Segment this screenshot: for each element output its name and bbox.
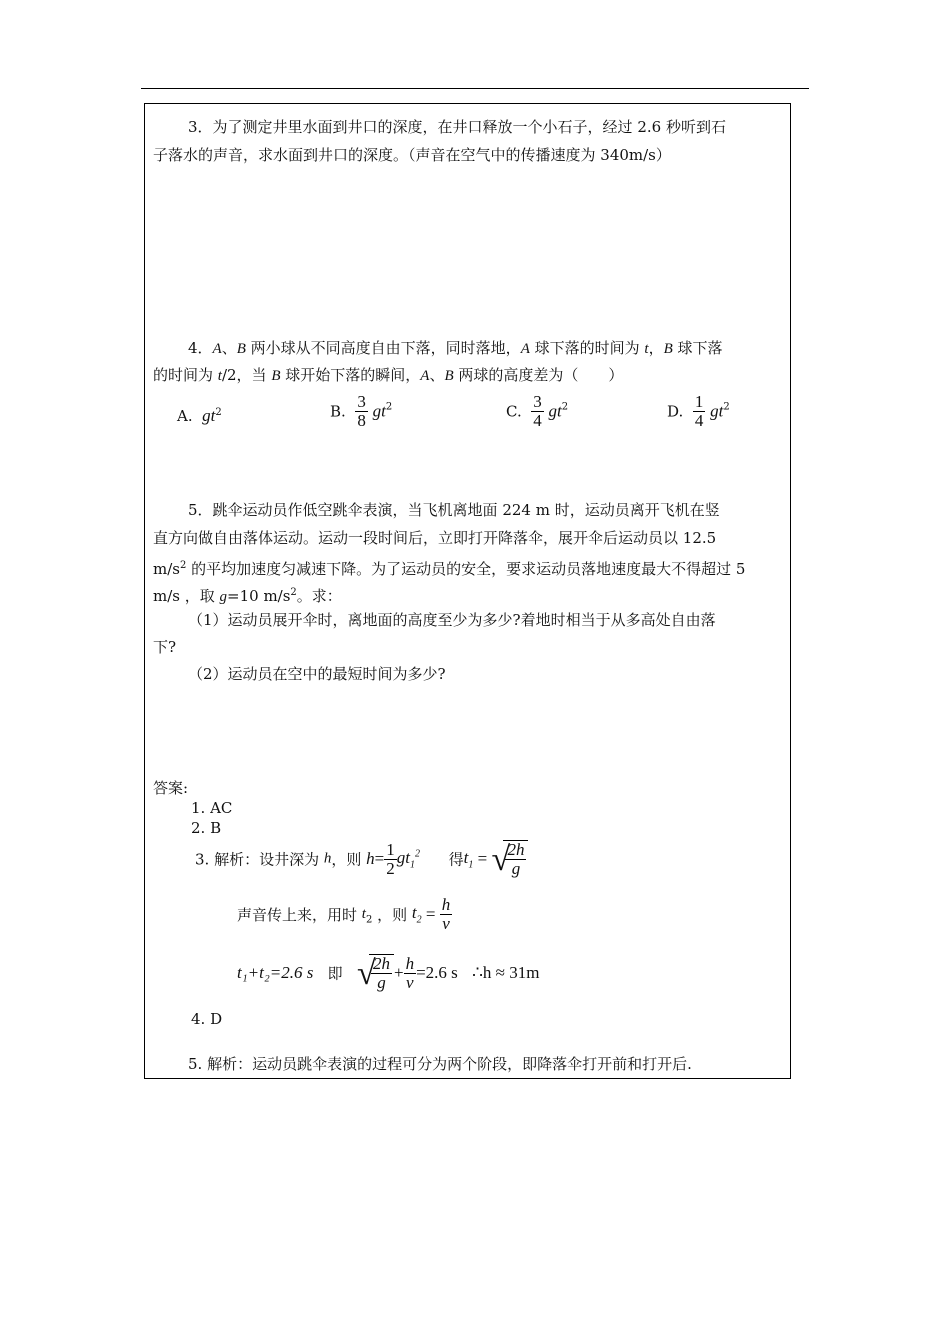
q4-option-d: D. $\frac{1}{4}$ $gt^2$ bbox=[667, 392, 730, 430]
answer-5: 5. 解析：运动员跳伞表演的过程可分为两个阶段，即降落伞打开前和打开后. bbox=[188, 1055, 692, 1073]
q4-option-c: C. $\frac{3}{4}$ $gt^2$ bbox=[506, 392, 569, 430]
q4-line-2: 的时间为 t/2，当 B 球开始下落的瞬间，A、B 两球的高度差为（ ） bbox=[153, 366, 624, 384]
q3-line-1: 3．为了测定井里水面到井口的深度，在井口释放一个小石子，经过 2.6 秒听到石 bbox=[188, 118, 726, 136]
q5-sub-1-cont: 下? bbox=[153, 638, 177, 656]
q4-option-b: B. $\frac{3}{8}$ $gt^2$ bbox=[330, 392, 393, 430]
q4-option-a: A. $gt^2$ bbox=[177, 406, 222, 425]
q5-line-2: 直方向做自由落体运动。运动一段时间后，立即打开降落伞，展开伞后运动员以 12.5 bbox=[153, 529, 717, 547]
answers-title: 答案: bbox=[153, 779, 189, 797]
q5-line-1: 5．跳伞运动员作低空跳伞表演，当飞机离地面 224 m 时，运动员离开飞机在竖 bbox=[188, 501, 720, 519]
answer-3-line-2: 声音传上来，用时 $t_2$ ，则 $t_2$ = $\frac{h}{v}$ bbox=[237, 895, 451, 933]
q5-sub-2: （2）运动员在空中的最短时间为多少? bbox=[188, 665, 446, 683]
answer-1: 1. AC bbox=[191, 799, 233, 817]
header-rule bbox=[141, 88, 809, 89]
q5-line-4: m/s ，取 g=10 $m/s^2$。求： bbox=[153, 587, 342, 605]
answer-3-line-3: t₁+t₂=2.6 s 即 √ $\frac{2h}{g}$ + $\frac{h}{v}$ =2.6 s ∴h ≈ 31m bbox=[237, 953, 540, 992]
q5-line-3: $m/s^2$ 的平均加速度匀减速下降。为了运动员的安全，要求运动员落地速度最大不得超过 5 bbox=[153, 560, 746, 578]
q3-line-2: 子落水的声音，求水面到井口的深度。（声音在空气中的传播速度为 340m/s） bbox=[153, 146, 671, 164]
answer-3-line-1: 3. 解析：设井深为 h，则 h= $\frac{1}{2}$ $gt_1^2$ 得$t_1$ = √ $\frac{2h}{g}$ bbox=[195, 840, 528, 878]
q5-sub-1: （1）运动员展开伞时，离地面的高度至少为多少?着地时相当于从多高处自由落 bbox=[188, 611, 716, 629]
answer-2: 2. B bbox=[191, 819, 222, 837]
answer-4: 4. D bbox=[191, 1010, 223, 1028]
q4-line-1: 4．A、B 两小球从不同高度自由下落，同时落地，A 球下落的时间为 t，B 球下落 bbox=[188, 339, 723, 357]
